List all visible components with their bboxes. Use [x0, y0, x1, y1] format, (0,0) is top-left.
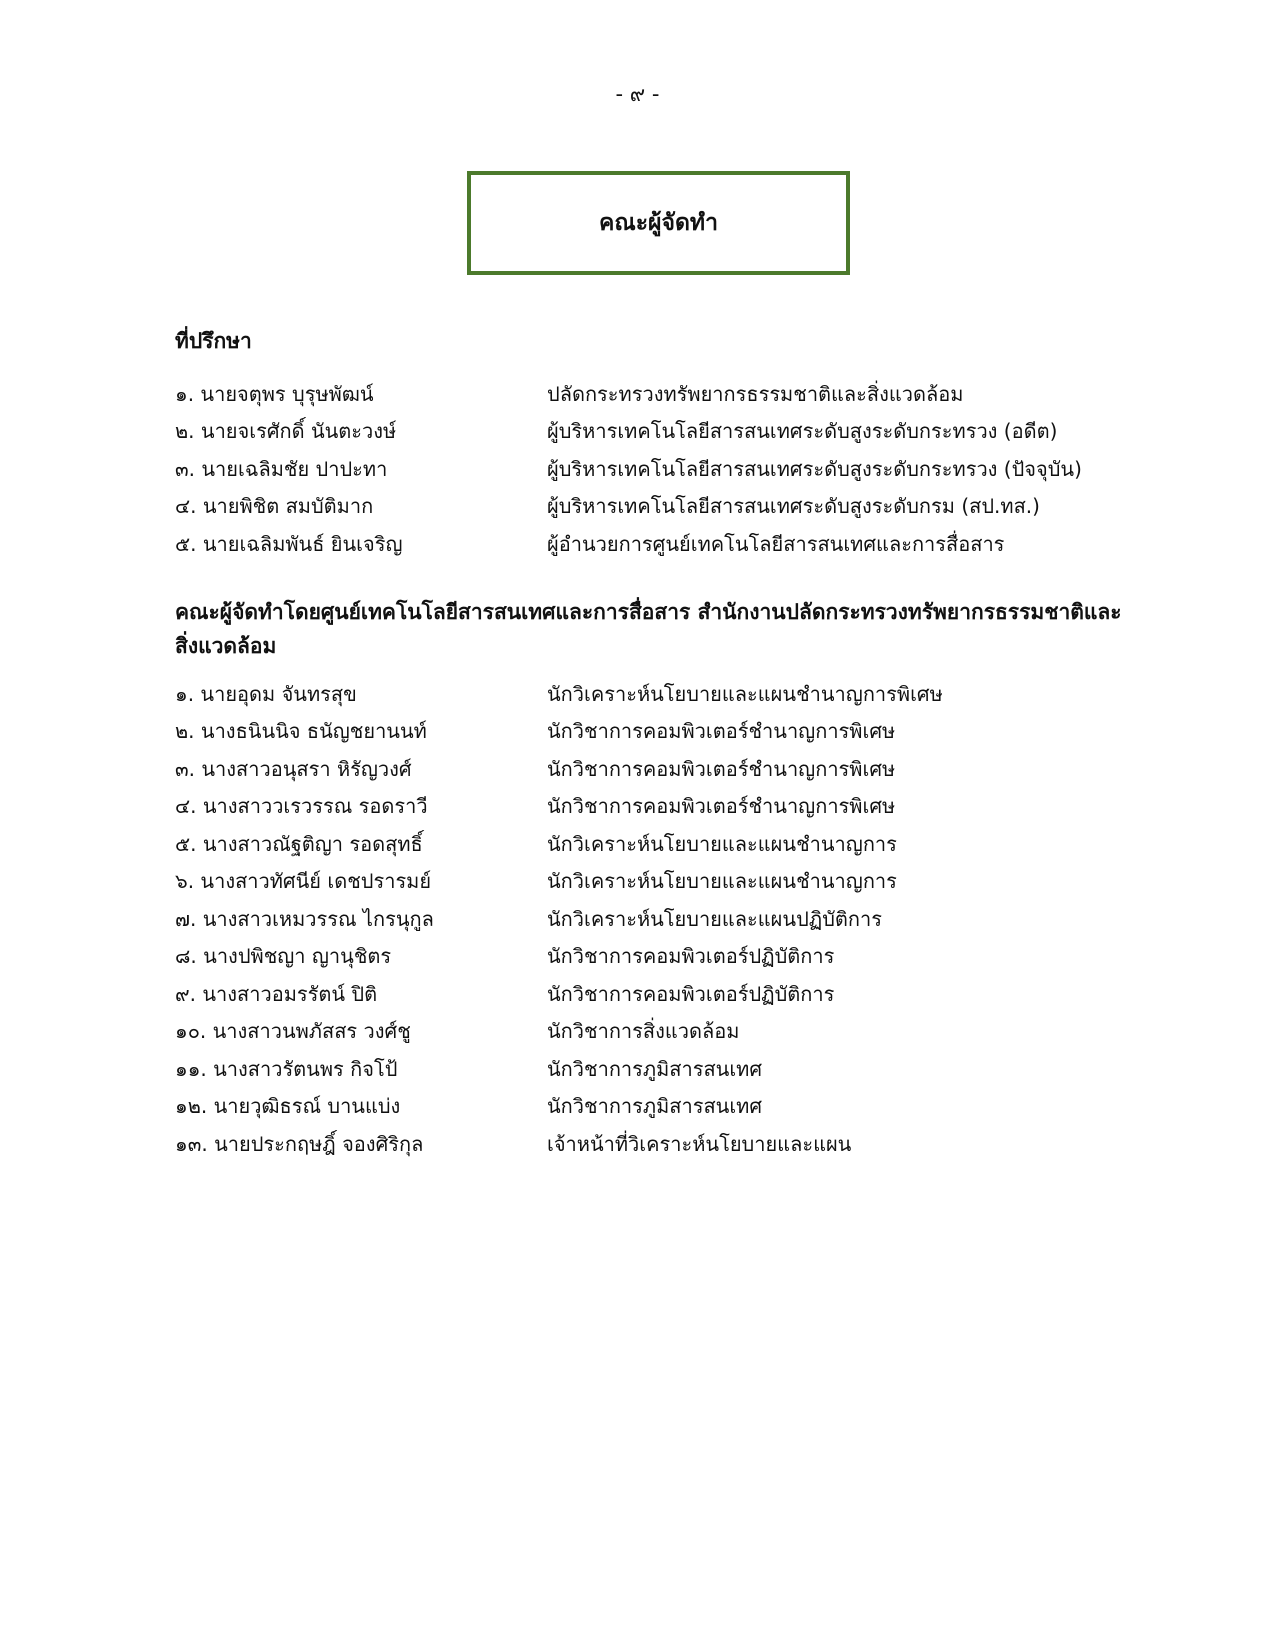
team-member-name: ๖. นางสาวทัศนีย์ เดชปรารมย์: [175, 869, 432, 894]
page-title: คณะผู้จัดทำ: [598, 210, 719, 236]
advisor-name: ๑. นายจตุพร บุรุษพัฒน์: [175, 381, 374, 406]
team-row: [175, 900, 1155, 938]
team-row: [175, 675, 1155, 713]
team-member-role: นักวิชาการคอมพิวเตอร์ชำนาญการพิเศษ: [547, 794, 896, 819]
page-number: - ๙ -: [615, 82, 660, 106]
team-row: [175, 750, 1155, 788]
team-row: [175, 1125, 1155, 1163]
team-member-name: ๗. นางสาวเหมวรรณ ไกรนุกูล: [175, 906, 434, 931]
team-member-name: ๑๑. นางสาวรัตนพร กิจโป้: [175, 1056, 398, 1081]
advisor-row: [175, 375, 1155, 413]
team-member-role: นักวิชาการสิ่งแวดล้อม: [547, 1019, 740, 1044]
team-member-name: ๑๐. นางสาวนพภัสสร วงศ์ชู: [175, 1019, 411, 1044]
team-member-role: นักวิชาการคอมพิวเตอร์ปฏิบัติการ: [547, 981, 835, 1006]
team-row: [175, 1050, 1155, 1088]
team-heading-line1: คณะผู้จัดทำโดยศูนย์เทคโนโลยีสารสนเทศและการสื่อสาร สำนักงานปลัดกระทรวงทรัพยากรธรรมชาติและ: [175, 600, 1122, 624]
advisor-role: ปลัดกระทรวงทรัพยากรธรรมชาติและสิ่งแวดล้อม: [547, 381, 964, 406]
team-row: [175, 788, 1155, 826]
team-member-role: นักวิชาการคอมพิวเตอร์ชำนาญการพิเศษ: [547, 756, 896, 781]
advisor-role: ผู้บริหารเทคโนโลยีสารสนเทศระดับสูงระดับกระทรวง (อดีต): [547, 419, 1058, 444]
team-row: [175, 938, 1155, 976]
team-member-role: เจ้าหน้าที่วิเคราะห์นโยบายและแผน: [547, 1131, 852, 1156]
team-heading: [175, 595, 1155, 663]
team-member-name: ๒. นางธนินนิจ ธนัญชยานนท์: [175, 719, 427, 744]
team-member-name: ๔. นางสาววเรวรรณ รอดราวี: [175, 794, 428, 819]
team-member-role: นักวิชาการคอมพิวเตอร์ชำนาญการพิเศษ: [547, 719, 896, 744]
team-row: [175, 863, 1155, 901]
title-box: [467, 171, 850, 275]
team-row: [175, 975, 1155, 1013]
team-member-name: ๘. นางปพิชญา ญานุชิตร: [175, 944, 392, 969]
advisor-name: ๔. นายพิชิต สมบัติมาก: [175, 494, 374, 519]
advisor-row: [175, 488, 1155, 526]
team-member-role: นักวิชาการภูมิสารสนเทศ: [547, 1094, 763, 1119]
team-member-name: ๕. นางสาวณัฐติญา รอดสุทธิ์: [175, 831, 423, 856]
team-row: [175, 713, 1155, 751]
advisor-row: [175, 450, 1155, 488]
team-member-name: ๙. นางสาวอมรรัตน์ ปิติ: [175, 981, 378, 1006]
team-row: [175, 1088, 1155, 1126]
advisor-role: ผู้อำนวยการศูนย์เทคโนโลยีสารสนเทศและการสื่อสาร: [547, 531, 1005, 556]
advisor-name: ๒. นายจเรศักดิ์ นันตะวงษ์: [175, 419, 397, 444]
advisor-role: ผู้บริหารเทคโนโลยีสารสนเทศระดับสูงระดับกระทรวง (ปัจจุบัน): [547, 456, 1082, 481]
team-member-role: นักวิชาการคอมพิวเตอร์ปฏิบัติการ: [547, 944, 835, 969]
team-heading-line2: สิ่งแวดล้อม: [175, 634, 277, 658]
advisor-row: [175, 525, 1155, 563]
team-list: [175, 675, 1155, 1163]
advisor-name: ๓. นายเฉลิมชัย ปาปะทา: [175, 456, 388, 481]
advisors-section: [175, 324, 1155, 563]
team-row: [175, 825, 1155, 863]
team-member-name: ๑๓. นายประกฤษฎิ์ จองศิริกุล: [175, 1131, 424, 1156]
team-row: [175, 1013, 1155, 1051]
team-member-name: ๓. นางสาวอนุสรา หิรัญวงศ์: [175, 756, 412, 781]
team-member-role: นักวิเคราะห์นโยบายและแผนชำนาญการ: [547, 869, 897, 894]
team-section: [175, 595, 1155, 1163]
advisor-name: ๕. นายเฉลิมพันธ์ ยินเจริญ: [175, 531, 403, 556]
team-member-name: ๑๒. นายวุฒิธรณ์ บานแบ่ง: [175, 1094, 401, 1119]
advisors-heading: ที่ปรึกษา: [175, 329, 252, 353]
team-member-role: นักวิเคราะห์นโยบายและแผนชำนาญการพิเศษ: [547, 681, 943, 706]
advisors-list: [175, 375, 1155, 563]
team-member-role: นักวิชาการภูมิสารสนเทศ: [547, 1056, 763, 1081]
team-member-role: นักวิเคราะห์นโยบายและแผนปฏิบัติการ: [547, 906, 882, 931]
team-member-name: ๑. นายอุดม จันทรสุข: [175, 681, 357, 706]
team-member-role: นักวิเคราะห์นโยบายและแผนชำนาญการ: [547, 831, 897, 856]
advisor-row: [175, 413, 1155, 451]
advisor-role: ผู้บริหารเทคโนโลยีสารสนเทศระดับสูงระดับกรม (สป.ทส.): [547, 494, 1040, 519]
